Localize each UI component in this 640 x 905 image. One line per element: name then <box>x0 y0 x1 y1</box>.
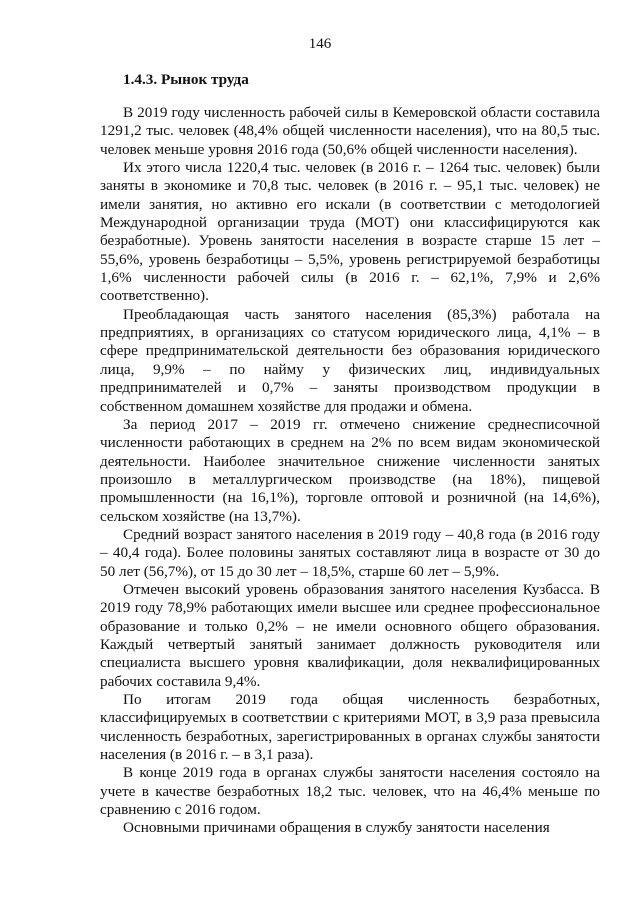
paragraph-headcount-decline: За период 2017 – 2019 гг. отмечено снижение среднесписочной численности работающих в среднем на 2% по всем видам экономической деятельности. Наиболее значительное снижение численности занятых произошло в металлургическом производстве (на 18%), пищевой промышленности (на 16,1%), торговле оптовой и розничной (на 14,6%), сельском хозяйстве (на 13,7%). <box>100 415 600 525</box>
paragraph-reasons: Основными причинами обращения в службу занятости населения <box>123 819 550 837</box>
paragraph-average-age: Средний возраст занятого населения в 2019 году – 40,8 года (в 2016 году – 40,4 года). Более половины занятых составляют лица в возрасте от 30 до 50 лет (56,7%), от 15 до 30 лет – 18,5%, старше 60 лет – 5,9%. <box>100 525 600 580</box>
body-text <box>100 104 600 838</box>
paragraph-unemployment-ilo: По итогам 2019 года общая численность безработных, классифицируемых в соответствии с критериями МОТ, в 3,9 раза превысила численность безработных, зарегистрированных в органах службы занятости населения (в 2016 г. – в 3,1 раза). <box>100 691 600 764</box>
section-heading: 1.4.3. Рынок труда <box>123 71 249 88</box>
paragraph-employment: Их этого числа 1220,4 тыс. человек (в 2016 г. – 1264 тыс. человек) были заняты в экономике и 70,8 тыс. человек (в 2016 г. – 95,1 тыс. человек) не имели занятия, но активно его искали (в соответствии с методологией Международной организации труда (МОТ) они классифицируются как безработные). Уровень занятости населения в возрасте старше 15 лет – 55,6%, уровень безработицы – 5,5%, уровень регистрируемой безработицы 1,6% численности рабочей силы (в 2016 г. – 62,1%, 7,9% и 2,6% соответственно). <box>100 159 600 305</box>
paragraph-labor-force: В 2019 году численность рабочей силы в Кемеровской области составила 1291,2 тыс. человек (48,4% общей численности населения), что на 80,5 тыс. человек меньше уровня 2016 года (50,6% общей численности населения). <box>100 104 600 158</box>
paragraph-employment-structure: Преобладающая часть занятого населения (85,3%) работала на предприятиях, в организациях со статусом юридического лица, 4,1% – в сфере предпринимательской деятельности без образования юридического лица, 9,9% – по найму у физических лиц, индивидуальных предпринимателей и 0,7% – заняты производством продукции в собственном домашнем хозяйстве для продажи и обмена. <box>100 305 600 415</box>
page-number: 146 <box>308 36 332 52</box>
paragraph-education: Отмечен высокий уровень образования занятого населения Кузбасса. В 2019 году 78,9% работающих имели высшее или среднее профессиональное образование и только 0,2% – не имели основного общего образования. Каждый четвертый занятый занимает должность руководителя или специалиста высшего уровня квалификации, доля неквалифицированных рабочих составила 9,4%. <box>100 580 600 690</box>
paragraph-registered-unemployed: В конце 2019 года в органах службы занятости населения состояло на учете в качестве безработных 18,2 тыс. человек, что на 46,4% меньше по сравнению с 2016 годом. <box>100 764 600 819</box>
